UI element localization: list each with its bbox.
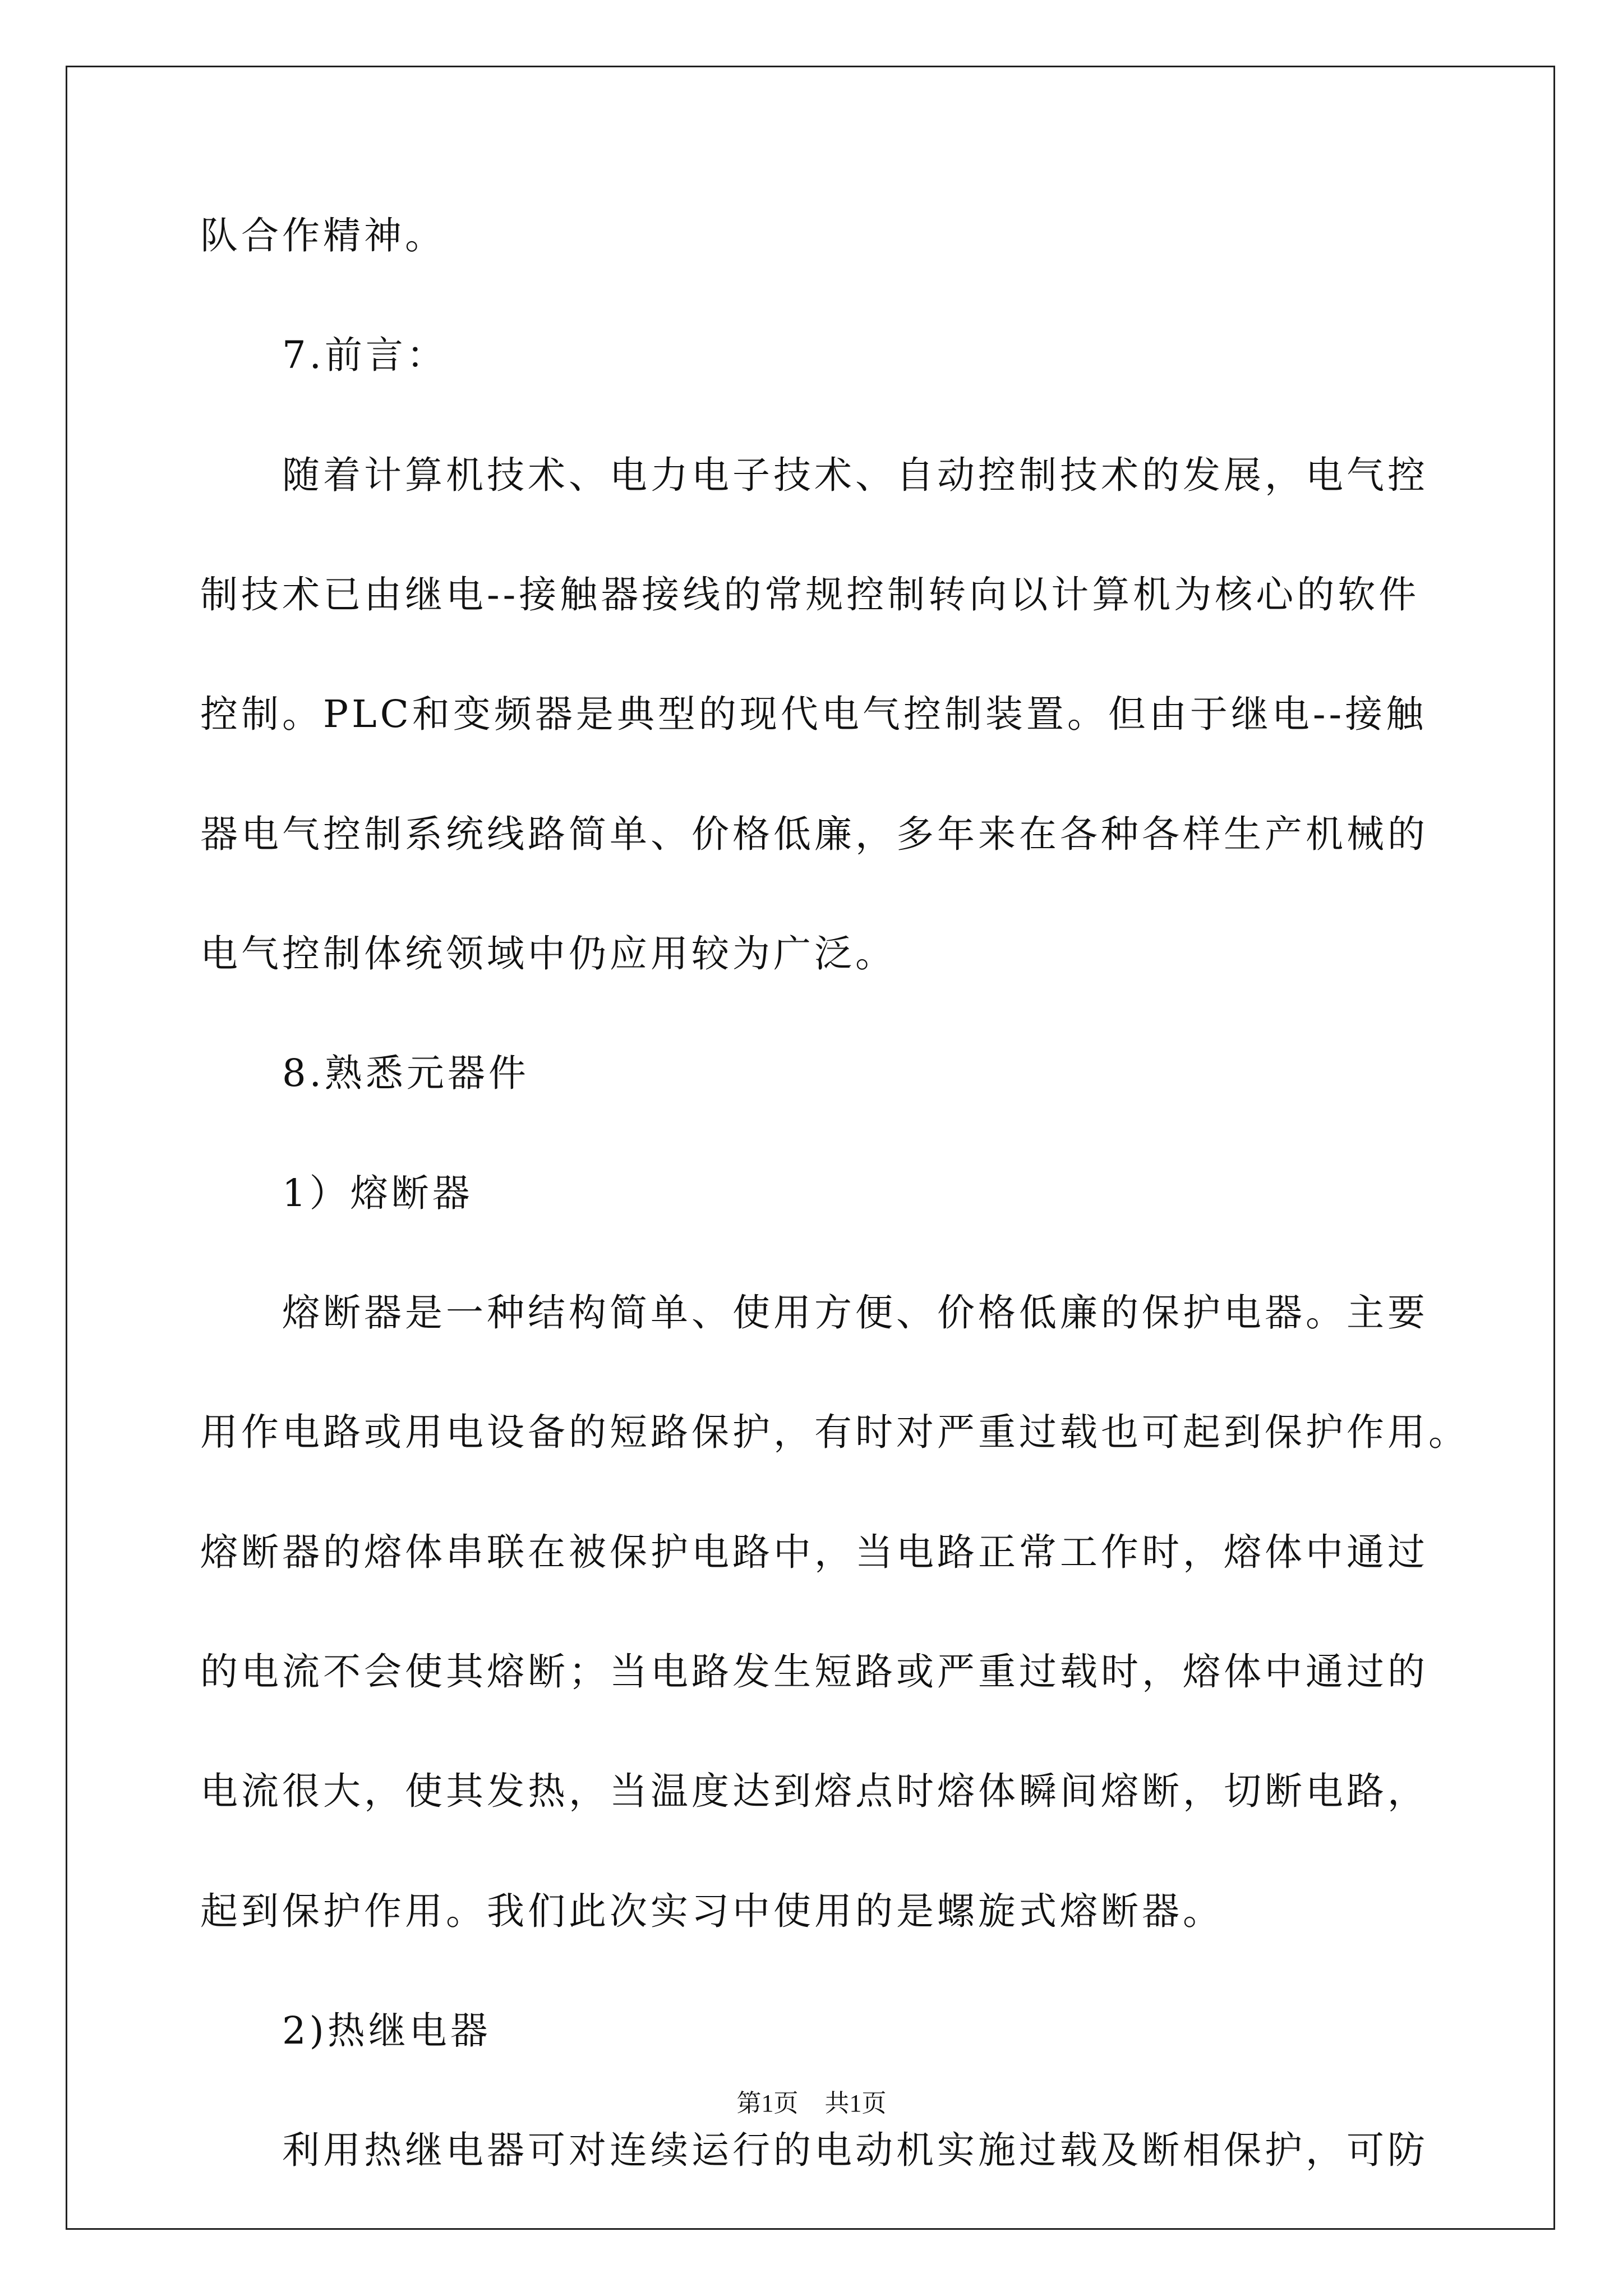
paragraph-line: 熔断器是一种结构简单、使用方便、价格低廉的保护电器。主要	[282, 1291, 1428, 1335]
page-total: 共1页	[824, 2090, 887, 2117]
paragraph-line: 器电气控制系统线路简单、价格低廉，多年来在各种各样生产机械的	[200, 812, 1428, 856]
paragraph-line: 控制。PLC和变频器是典型的现代电气控制装置。但由于继电--接触	[200, 692, 1427, 736]
section-heading-preface: 7.前言：	[282, 333, 448, 377]
paragraph-line: 利用热继电器可对连续运行的电动机实施过载及断相保护，可防	[282, 2128, 1428, 2172]
paragraph-line: 队合作精神。	[200, 214, 446, 257]
paragraph-line: 电流很大，使其发热，当温度达到熔点时熔体瞬间熔断，切断电路，	[200, 1769, 1428, 1813]
subheading-thermal-relay: 2)热继电器	[282, 2009, 491, 2053]
page-number: 第1页	[736, 2090, 799, 2117]
paragraph-line: 电气控制体统领域中仍应用较为广泛。	[200, 932, 896, 976]
subheading-fuse: 1）熔断器	[282, 1171, 473, 1215]
paragraph-line: 熔断器的熔体串联在被保护电路中，当电路正常工作时，熔体中通过	[200, 1530, 1428, 1574]
paragraph-line: 随着计算机技术、电力电子技术、自动控制技术的发展，电气控	[282, 453, 1428, 497]
paragraph-line: 起到保护作用。我们此次实习中使用的是螺旋式熔断器。	[200, 1889, 1224, 1933]
section-heading-components: 8.熟悉元器件	[282, 1051, 529, 1095]
paragraph-line: 用作电路或用电设备的短路保护，有时对严重过载也可起到保护作用。	[200, 1410, 1469, 1454]
paragraph-line: 的电流不会使其熔断；当电路发生短路或严重过载时，熔体中通过的	[200, 1650, 1428, 1694]
paragraph-line: 制技术已由继电--接触器接线的常规控制转向以计算机为核心的软件	[200, 573, 1420, 616]
page-footer	[0, 2087, 1623, 2120]
